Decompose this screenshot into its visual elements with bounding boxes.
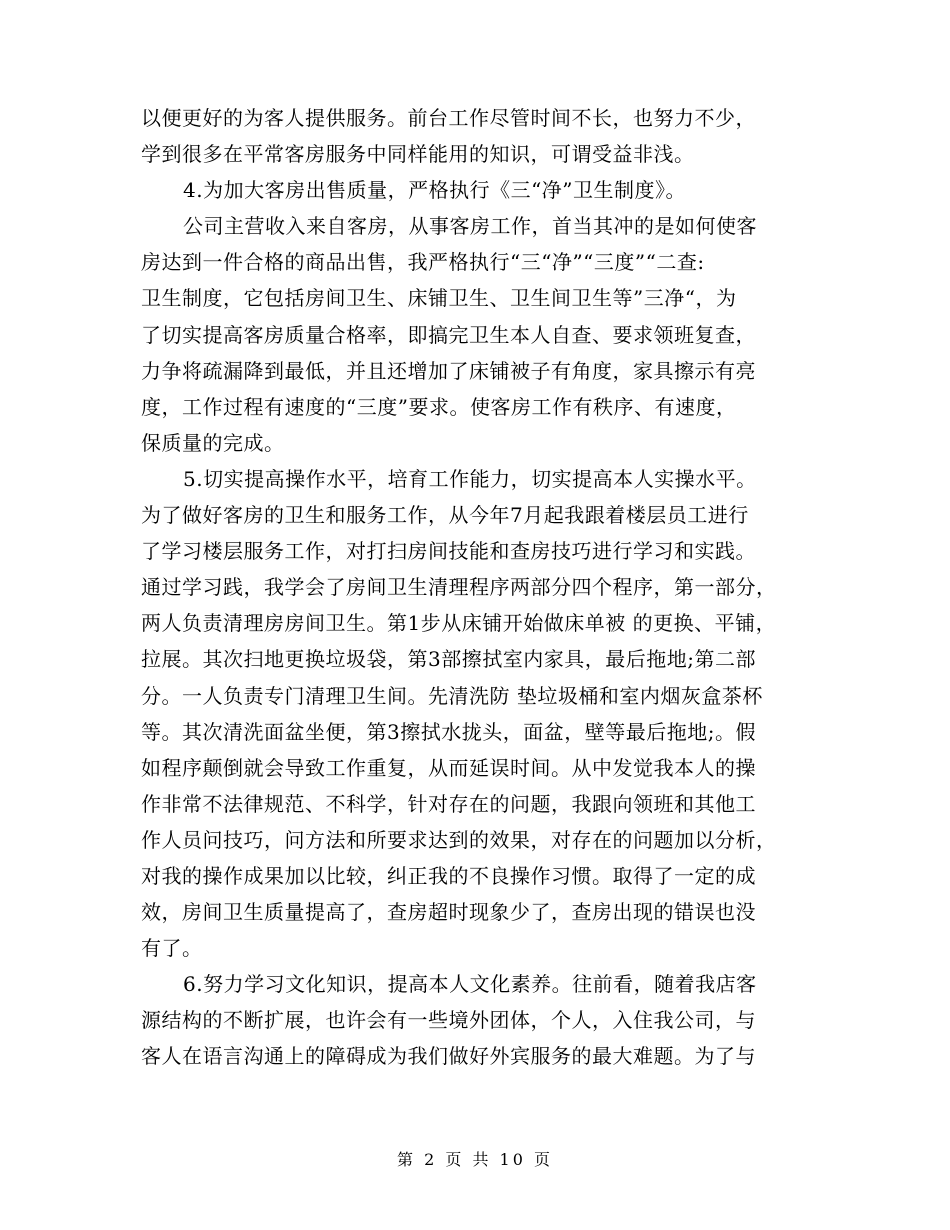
text-line: 通过学习践，我学会了房间卫生清理程序两部分四个程序，第一部分， <box>141 575 777 600</box>
text-line: 4.为加大客房出售质量，严格执行《三“净”卫生制度》。 <box>183 178 687 203</box>
text-line: 5.切实提高操作水平，培育工作能力，切实提高本人实操水平。 <box>183 466 757 491</box>
document-body <box>141 100 811 1075</box>
text-line: 度，工作过程有速度的“三度”要求。使客房工作有秩序、有速度， <box>141 394 737 419</box>
text-line: 以便更好的为客人提供服务。前台工作尽管时间不长，也努力不少， <box>141 106 756 130</box>
text-line: 作非常不法律规范、不科学，针对存在的问题，我跟向领班和其他工 <box>141 791 756 816</box>
text-line: 房达到一件合格的商品出售，我严格执行“三“净”“三度”“二查: <box>141 250 705 275</box>
text-line: 学到很多在平常客房服务中同样能用的知识，可谓受益非浅。 <box>141 142 695 167</box>
text-line: 了切实提高客房质量合格率，即搞完卫生本人自查、要求领班复查， <box>141 322 756 347</box>
text-line: 有了。 <box>141 936 203 961</box>
page-footer: 第 2 页 共 10 页 <box>397 1150 553 1169</box>
text-line: 卫生制度，它包括房间卫生、床铺卫生、卫生间卫生等”三净“，为 <box>141 286 737 311</box>
text-line: 效，房间卫生质量提高了，查房超时现象少了，查房出现的错误也没 <box>141 900 756 925</box>
text-line: 对我的操作成果加以比较，纠正我的不良操作习惯。取得了一定的成 <box>141 863 756 888</box>
text-line: 力争将疏漏降到最低，并且还增加了床铺被子有角度，家具擦示有亮 <box>141 358 756 383</box>
text-line: 作人员问技巧，问方法和所要求达到的效果，对存在的问题加以分析， <box>141 827 777 852</box>
text-line: 公司主营收入来自客房，从事客房工作，首当其冲的是如何使客 <box>183 214 757 239</box>
text-line: 拉展。其次扫地更换垃圾袋，第3部擦拭室内家具，最后拖地;第二部 <box>141 647 756 672</box>
text-line: 两人负责清理房房间卫生。第1步从床铺开始做床单被 的更换、平铺， <box>141 611 777 636</box>
text-line: 客人在语言沟通上的障碍成为我们做好外宾服务的最大难题。为了与 <box>141 1044 756 1069</box>
text-line: 保质量的完成。 <box>141 430 285 455</box>
text-line: 了学习楼层服务工作，对打扫房间技能和查房技巧进行学习和实践。 <box>141 539 756 564</box>
text-line: 等。其次清洗面盆坐便，第3擦拭水拢头，面盆，壁等最后拖地;。假 <box>141 719 756 744</box>
text-line: 6.努力学习文化知识，提高本人文化素养。往前看，随着我店客 <box>183 972 757 997</box>
text-line: 如程序颠倒就会导致工作重复，从而延误时间。从中发觉我本人的操 <box>141 755 756 780</box>
text-line: 源结构的不断扩展，也许会有一些境外团体，个人，入住我公司，与 <box>141 1008 756 1033</box>
text-line: 为了做好客房的卫生和服务工作，从今年7月起我跟着楼层员工进行 <box>141 503 749 528</box>
text-line: 分。一人负责专门清理卫生间。先清洗防 垫垃圾桶和室内烟灰盒茶杯 <box>141 683 763 708</box>
